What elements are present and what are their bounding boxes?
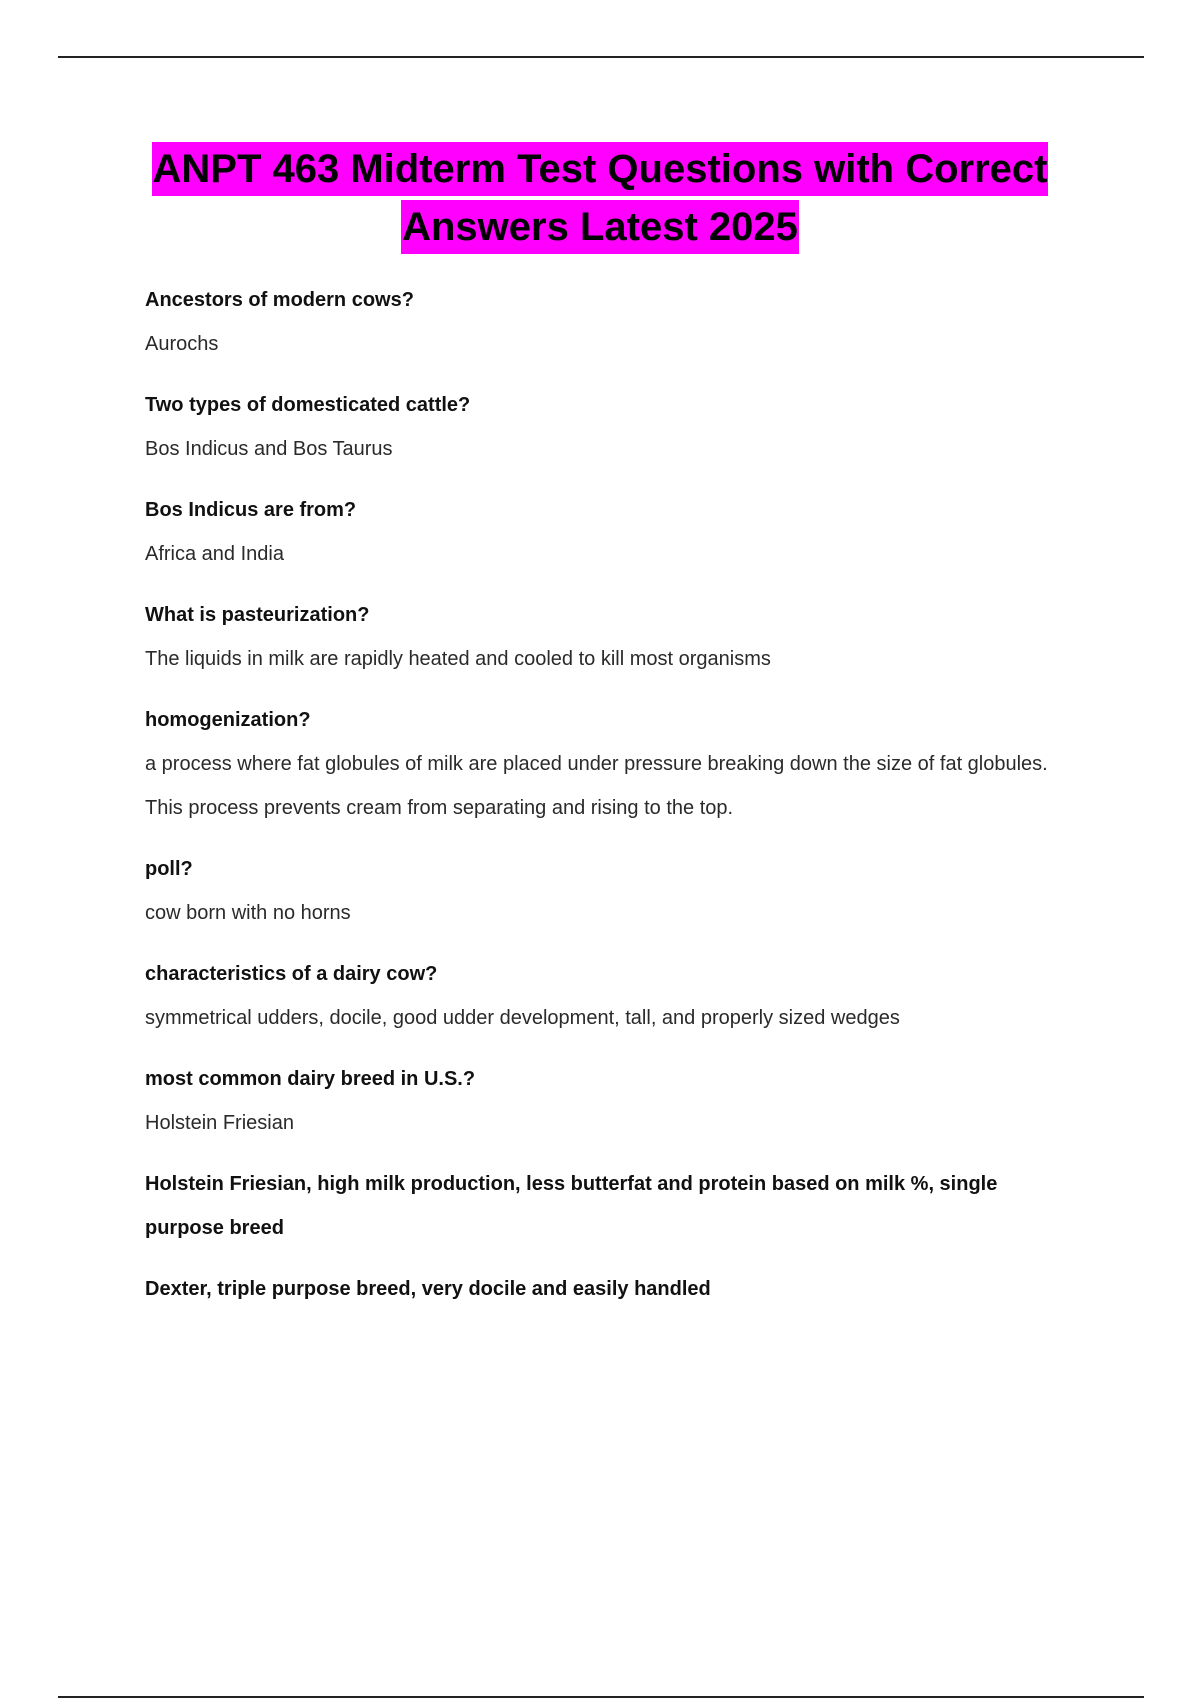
qa-item	[145, 383, 1075, 471]
qa-item	[145, 698, 1075, 830]
title-line-1: ANPT 463 Midterm Test Questions with Correct	[152, 142, 1049, 196]
question-text: poll?	[145, 858, 193, 880]
question-text: What is pasteurization?	[145, 604, 370, 626]
question-text: most common dairy breed in U.S.?	[145, 1068, 476, 1090]
question-text: characteristics of a dairy cow?	[145, 963, 438, 985]
question-text: Ancestors of modern cows?	[145, 289, 414, 311]
qa-item	[145, 952, 1075, 1040]
qa-item	[145, 847, 1075, 935]
answer-text: Bos Indicus and Bos Taurus	[145, 438, 393, 460]
answer-text: Holstein Friesian	[145, 1112, 294, 1134]
qa-item	[145, 1267, 1075, 1311]
answer-text: cow born with no horns	[145, 902, 351, 924]
title-line-2: Answers Latest 2025	[401, 200, 799, 254]
footer-rule	[58, 1696, 1144, 1698]
answer-text: a process where fat globules of milk are placed under pressure breaking down the size of fat globules. This process prevents cream from separating and rising to the top.	[145, 753, 1048, 819]
qa-list	[145, 278, 1075, 1328]
qa-item	[145, 1162, 1075, 1250]
answer-text: symmetrical udders, docile, good udder development, tall, and properly sized wedges	[145, 1007, 900, 1029]
qa-item	[145, 1057, 1075, 1145]
question-text: Holstein Friesian, high milk production, less butterfat and protein based on milk %, single purpose breed	[145, 1173, 998, 1239]
answer-text: Aurochs	[145, 333, 219, 355]
qa-item	[145, 488, 1075, 576]
answer-text: Africa and India	[145, 543, 284, 565]
question-text: Bos Indicus are from?	[145, 499, 357, 521]
question-text: Dexter, triple purpose breed, very docile and easily handled	[145, 1278, 711, 1300]
qa-item	[145, 278, 1075, 366]
question-text: Two types of domesticated cattle?	[145, 394, 471, 416]
qa-item	[145, 593, 1075, 681]
answer-text: The liquids in milk are rapidly heated and cooled to kill most organisms	[145, 648, 771, 670]
document-title	[60, 142, 1140, 254]
question-text: homogenization?	[145, 709, 311, 731]
header-rule	[58, 56, 1144, 58]
